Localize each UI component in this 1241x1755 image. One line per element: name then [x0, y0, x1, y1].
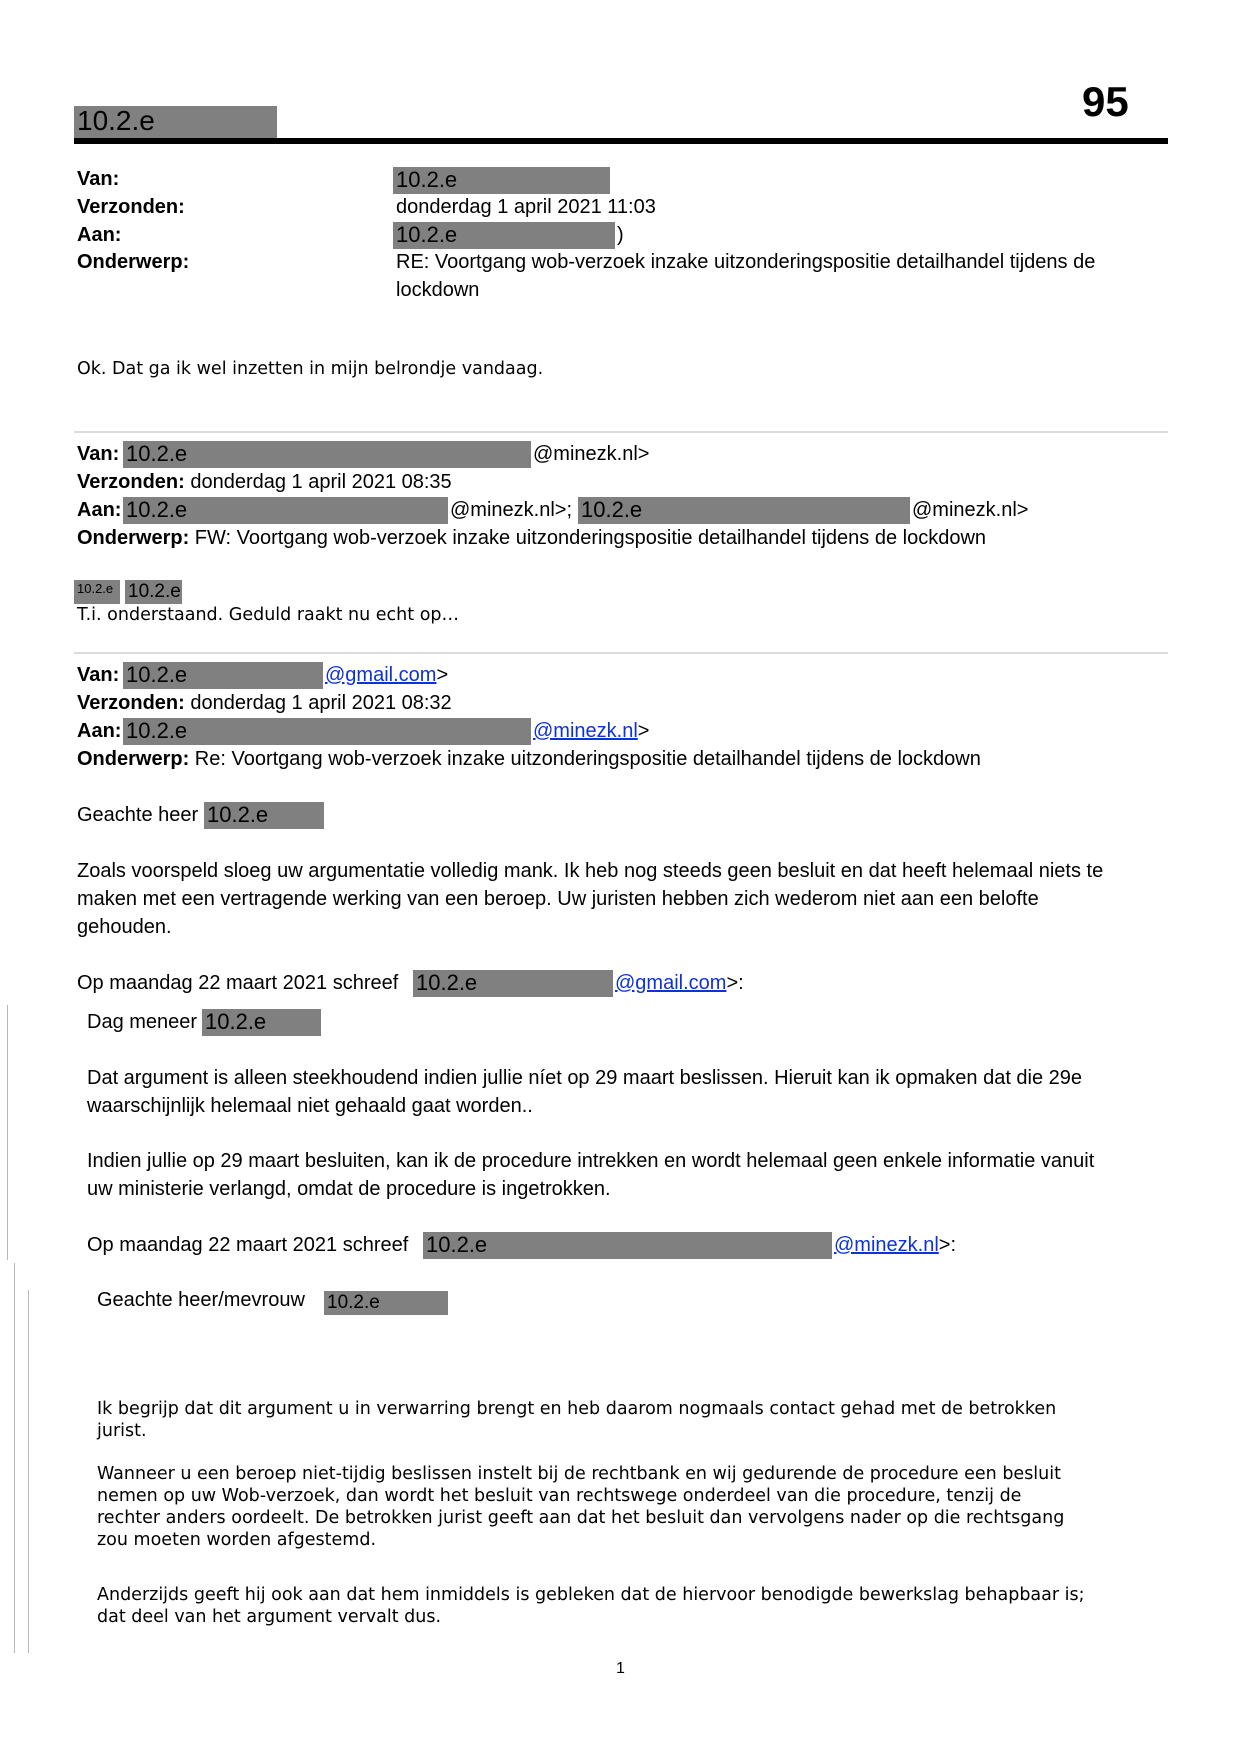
msg2-verzonden-label: Verzonden:	[77, 471, 185, 493]
msg3-aan-redaction: 10.2.e	[123, 718, 531, 745]
msg3-verzonden-label: Verzonden:	[77, 692, 185, 714]
msg2-aan-suffix: @minezk.nl>	[912, 499, 1029, 521]
msg2-aan-redaction-1: 10.2.e	[123, 497, 448, 524]
msg3-aan-link[interactable]: @minezk.nl	[533, 720, 638, 742]
msg2-aan-label: Aan:	[77, 499, 122, 521]
msg2-verzonden-value: donderdag 1 april 2021 08:35	[184, 471, 452, 493]
quote2-para2-line3: rechter anders oordeelt. De betrokken jurist geeft aan dat het besluit dan vervolgens nader op die rechtsgang	[97, 1508, 1065, 1528]
msg3-van-label: Van:	[77, 664, 120, 686]
quote2-para2-line2: nemen op uw Wob-verzoek, dan wordt het besluit van rechtswege onderdeel van die procedure, tenzij de	[97, 1486, 1022, 1506]
quote1-quote-link[interactable]: @minezk.nl	[834, 1234, 939, 1256]
msg2-van-label: Van:	[77, 443, 120, 465]
msg3-van-link[interactable]: @gmail.com	[325, 664, 437, 686]
quote2-bar-inner	[28, 1290, 29, 1653]
msg3-quote-redaction: 10.2.e	[413, 970, 613, 997]
msg3-salutation: Geachte heer	[77, 804, 199, 826]
field-label-onderwerp: Onderwerp:	[77, 251, 190, 273]
msg2-greeting-redaction-small: 10.2.e	[74, 580, 120, 604]
quote1-para1-line1: Dat argument is alleen steekhoudend indien jullie níet op 29 maart beslissen. Hieruit kan ik opmaken dat die 29e	[87, 1067, 1083, 1089]
msg3-aan-label: Aan:	[77, 720, 122, 742]
msg3-onderwerp-value: Re: Voortgang wob-verzoek inzake uitzonderingspositie detailhandel tijdens de lockdown	[189, 748, 981, 770]
field-aan-suffix: )	[617, 224, 624, 246]
field-label-aan: Aan:	[77, 224, 122, 246]
quote1-quote-redaction: 10.2.e	[423, 1232, 832, 1259]
msg2-greeting-redaction: 10.2.e	[125, 580, 182, 604]
msg2-aan-mid: @minezk.nl>;	[450, 499, 573, 521]
quote2-salutation: Geachte heer/mevrouw	[97, 1289, 305, 1311]
separator-2	[74, 652, 1168, 654]
quote1-salutation-redaction: 10.2.e	[202, 1009, 321, 1036]
msg3-onderwerp-line	[77, 748, 981, 771]
msg2-onderwerp-label: Onderwerp:	[77, 527, 190, 549]
field-aan-redaction: 10.2.e	[393, 222, 615, 249]
quote1-para2-line1: Indien jullie op 29 maart besluiten, kan ik de procedure intrekken en wordt helemaal geen enkele informatie vanuit	[87, 1150, 1095, 1172]
field-van-redaction: 10.2.e	[393, 167, 610, 194]
quote1-quote-intro: Op maandag 22 maart 2021 schreef	[87, 1234, 409, 1256]
quote2-para3-line2: dat deel van het argument vervalt dus.	[97, 1607, 442, 1627]
page-number: 95	[1082, 78, 1129, 125]
msg3-onderwerp-label: Onderwerp:	[77, 748, 190, 770]
top-message-body: Ok. Dat ga ik wel inzetten in mijn belrondje vandaag.	[77, 359, 544, 379]
footer-page-number: 1	[616, 1660, 625, 1677]
quote1-quote-suffix: >:	[938, 1234, 957, 1256]
msg3-para1-line1: Zoals voorspeld sloeg uw argumentatie volledig mank. Ik heb nog steeds geen besluit en dat heeft helemaal niets te	[77, 860, 1104, 882]
quote2-para2-line1: Wanneer u een beroep niet-tijdig beslissen instelt bij de rechtbank en wij gedurende de procedure een besluit	[97, 1464, 1061, 1484]
msg3-quote-email	[615, 972, 744, 995]
field-onderwerp-line2: lockdown	[396, 279, 480, 301]
quote2-para3-line1: Anderzijds geeft hij ook aan dat hem inmiddels is gebleken dat de hiervoor benodigde bewerkslag behapbaar is;	[97, 1585, 1085, 1605]
field-onderwerp-line1: RE: Voortgang wob-verzoek inzake uitzonderingspositie detailhandel tijdens de	[396, 251, 1096, 273]
msg2-van-suffix: @minezk.nl>	[533, 443, 650, 465]
quote1-quote-email	[834, 1234, 956, 1257]
msg2-body: T.i. onderstaand. Geduld raakt nu echt op…	[77, 605, 460, 625]
quote1-para1-line2: waarschijnlijk helemaal niet gehaald gaat worden..	[87, 1095, 533, 1117]
msg2-verzonden-line	[77, 471, 452, 494]
msg2-van-redaction: 10.2.e	[123, 441, 531, 468]
msg2-onderwerp-value: FW: Voortgang wob-verzoek inzake uitzonderingspositie detailhandel tijdens de lockdown	[189, 527, 987, 549]
msg3-van-email	[325, 664, 448, 687]
separator-1	[74, 431, 1168, 433]
msg3-verzonden-value: donderdag 1 april 2021 08:32	[184, 692, 452, 714]
msg3-van-suffix: >	[436, 664, 449, 686]
msg3-para1-line3: gehouden.	[77, 916, 172, 938]
header-rule	[74, 138, 1168, 144]
header-sender-redaction: 10.2.e	[74, 106, 277, 140]
msg3-salutation-redaction: 10.2.e	[204, 802, 324, 829]
msg3-quote-intro: Op maandag 22 maart 2021 schreef	[77, 972, 399, 994]
field-label-verzonden: Verzonden:	[77, 196, 185, 218]
quote2-para2-line4: zou moeten worden afgestemd.	[97, 1530, 377, 1550]
field-verzonden-value: donderdag 1 april 2021 11:03	[396, 196, 656, 218]
quote2-para1-line1: Ik begrijp dat dit argument u in verwarring brengt en heb daarom nogmaals contact gehad met de betrokken	[97, 1399, 1057, 1419]
msg3-verzonden-line	[77, 692, 452, 715]
msg3-aan-email	[533, 720, 649, 743]
quote1-salutation: Dag meneer	[87, 1011, 198, 1033]
quote1-bar	[7, 1005, 8, 1260]
quote1-para2-line2: uw ministerie verlangd, omdat de procedure is ingetrokken.	[87, 1178, 611, 1200]
field-label-van: Van:	[77, 168, 120, 190]
msg2-van-line	[77, 443, 119, 466]
msg3-aan-suffix: >	[637, 720, 650, 742]
msg2-aan-redaction-2: 10.2.e	[578, 497, 910, 524]
quote2-bar-outer	[14, 1263, 15, 1653]
msg2-onderwerp-line	[77, 527, 986, 550]
msg3-van-redaction: 10.2.e	[123, 662, 323, 689]
msg3-quote-link[interactable]: @gmail.com	[615, 972, 727, 994]
quote2-para1-line2: jurist.	[97, 1421, 147, 1441]
msg3-quote-suffix: >:	[726, 972, 744, 994]
quote2-salutation-redaction: 10.2.e	[324, 1291, 448, 1315]
msg3-para1-line2: maken met een vertragende werking van een beroep. Uw juristen hebben zich wederom niet aan een belofte	[77, 888, 1039, 910]
